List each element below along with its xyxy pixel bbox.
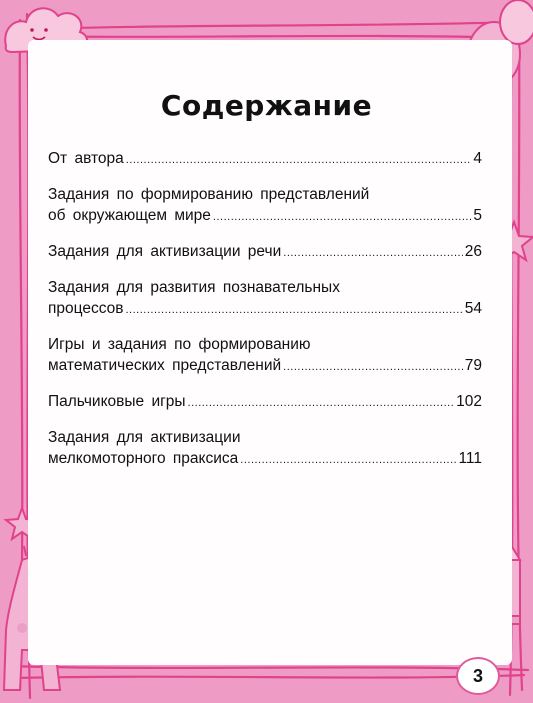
dot-leader xyxy=(283,243,462,264)
dot-leader xyxy=(213,207,471,228)
toc-entry-leader-row xyxy=(48,205,482,228)
toc-entry-title: Пальчиковые игры xyxy=(48,393,186,410)
table-of-contents xyxy=(48,148,482,484)
page-title: Содержание xyxy=(160,89,373,122)
toc-page-number: 54 xyxy=(464,300,482,317)
dot-leader xyxy=(188,393,455,414)
toc-entry-title-line: Задания для развития познавательных xyxy=(48,279,340,296)
toc-entry-title: мелкомоторного праксиса xyxy=(48,450,239,467)
dot-leader xyxy=(283,357,463,378)
toc-entry-title-line: Задания по формированию представлений xyxy=(48,186,370,203)
toc-page-number: 4 xyxy=(473,150,482,167)
toc-entry-title: об окружающем мире xyxy=(48,207,211,224)
toc-entry-title: Задания для активизации речи xyxy=(48,243,282,260)
dot-leader xyxy=(126,300,463,321)
toc-entry-leader-row xyxy=(48,448,482,471)
toc-page-number: 79 xyxy=(464,357,482,374)
toc-entry-leader-row xyxy=(48,241,482,264)
toc-entry[interactable] xyxy=(48,148,482,171)
toc-entry-leader-row xyxy=(48,298,482,321)
page-number: 3 xyxy=(456,657,500,695)
toc-page-number: 102 xyxy=(456,393,482,410)
toc-entry[interactable] xyxy=(48,184,482,228)
dot-leader xyxy=(240,450,456,471)
toc-entry[interactable] xyxy=(48,241,482,264)
toc-entry-title: процессов xyxy=(48,300,124,317)
toc-entry-leader-row xyxy=(48,391,482,414)
toc-entry-title: математических представлений xyxy=(48,357,282,374)
toc-entry-title-line: Задания для активизации xyxy=(48,429,241,446)
dot-leader xyxy=(126,150,472,171)
toc-page-number: 26 xyxy=(464,243,482,260)
toc-entry[interactable] xyxy=(48,427,482,471)
toc-entry-title: От автора xyxy=(48,150,124,167)
toc-entry-leader-row xyxy=(48,355,482,378)
toc-entry[interactable] xyxy=(48,391,482,414)
toc-entry[interactable] xyxy=(48,277,482,321)
toc-page-number: 5 xyxy=(473,207,482,224)
toc-entry-title-line: Игры и задания по формированию xyxy=(48,336,311,353)
toc-page-number: 111 xyxy=(458,450,482,467)
toc-entry-leader-row xyxy=(48,148,482,171)
toc-entry[interactable] xyxy=(48,334,482,378)
